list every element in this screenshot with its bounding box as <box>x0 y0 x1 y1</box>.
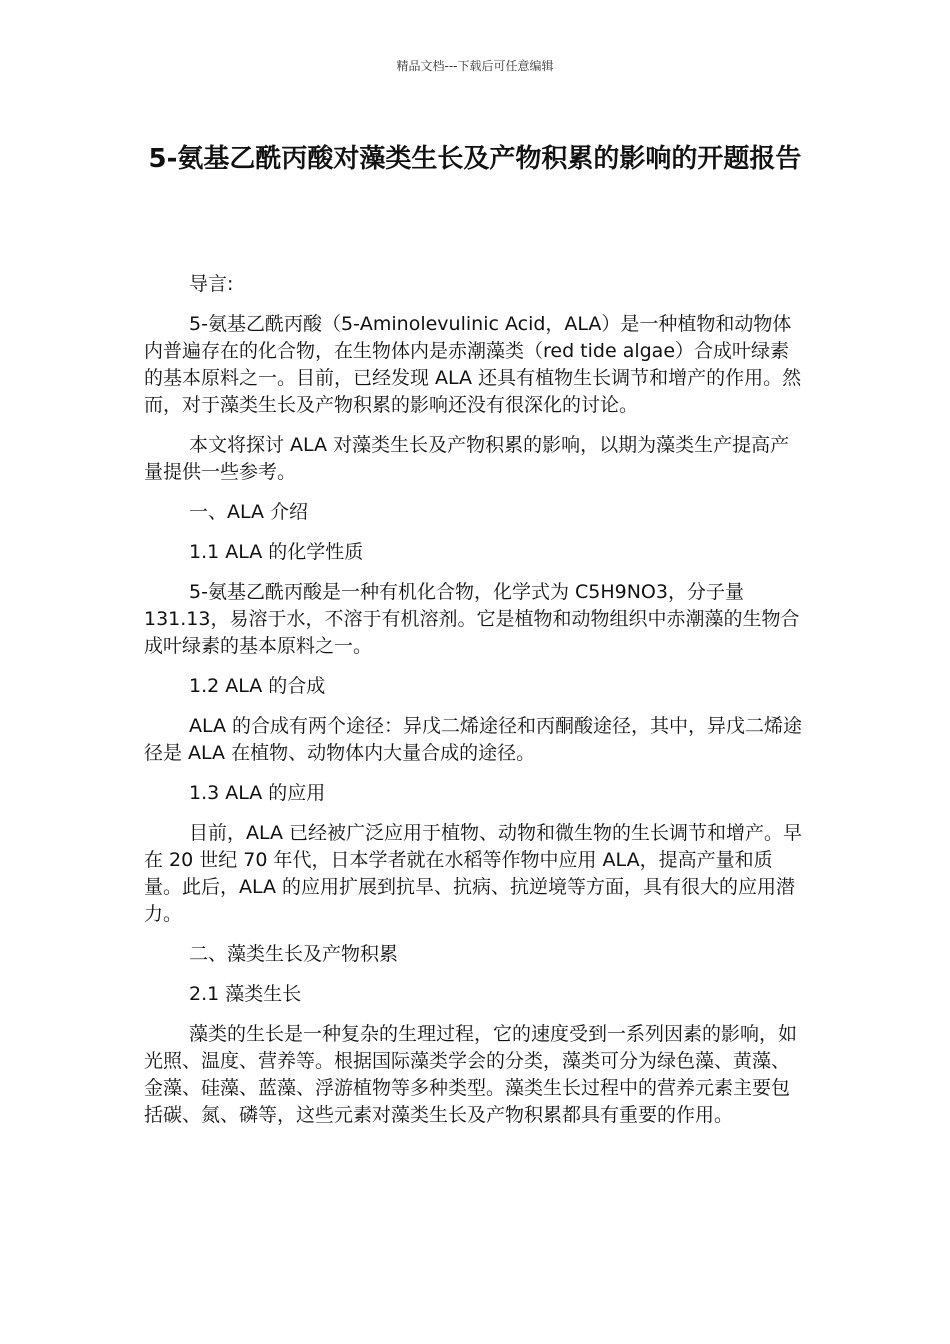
paragraph: 5-氨基乙酰丙酸是一种有机化合物，化学式为 C5H9NO3，分子量 131.13，易溶于水，不溶于有机溶剂。它是植物和动物组织中赤潮藻的生物合成叶绿素的基本原料之一。 <box>144 581 800 657</box>
document-body <box>144 271 808 1142</box>
subsection-heading: 2.1 藻类生长 <box>189 983 302 1005</box>
subsection-heading: 1.3 ALA 的应用 <box>189 782 326 804</box>
intro-label: 导言: <box>189 273 234 295</box>
header-note: 精品文档---下载后可任意编辑 <box>396 59 554 73</box>
section-heading: 二、藻类生长及产物积累 <box>189 943 399 965</box>
paragraph: 5-氨基乙酰丙酸（5-Aminolevulinic Acid，ALA）是一种植物和动物体内普遍存在的化合物，在生物体内是赤潮藻类（red tide algae）合成叶绿素的基本原料之一。目前，已经发现 ALA 还具有植物生长调节和增产的作用。然而，对于藻类生长及产物积累的影响还没有很深化的讨论。 <box>144 313 802 416</box>
section-heading: 一、ALA 介绍 <box>189 501 309 523</box>
document-title: 5-氨基乙酰丙酸对藻类生长及产物积累的影响的开题报告 <box>148 144 802 174</box>
subsection-heading: 1.1 ALA 的化学性质 <box>189 541 364 563</box>
subsection-heading: 1.2 ALA 的合成 <box>189 675 326 697</box>
paragraph: 目前，ALA 已经被广泛应用于植物、动物和微生物的生长调节和增产。早在 20 世纪 70 年代，日本学者就在水稻等作物中应用 ALA，提高产量和质量。此后，ALA 的应用扩展到抗旱、抗病、抗逆境等方面，具有很大的应用潜力。 <box>144 822 803 925</box>
paragraph: ALA 的合成有两个途径：异戊二烯途径和丙酮酸途径，其中，异戊二烯途径是 ALA 在植物、动物体内大量合成的途径。 <box>144 715 803 764</box>
paragraph: 本文将探讨 ALA 对藻类生长及产物积累的影响，以期为藻类生产提高产量提供一些参考。 <box>144 434 790 483</box>
paragraph: 藻类的生长是一种复杂的生理过程，它的速度受到一系列因素的影响，如光照、温度、营养等。根据国际藻类学会的分类，藻类可分为绿色藻、黄藻、金藻、硅藻、蓝藻、浮游植物等多种类型。藻类生长过程中的营养元素主要包括碳、氮、磷等，这些元素对藻类生长及产物积累都具有重要的作用。 <box>144 1023 798 1126</box>
